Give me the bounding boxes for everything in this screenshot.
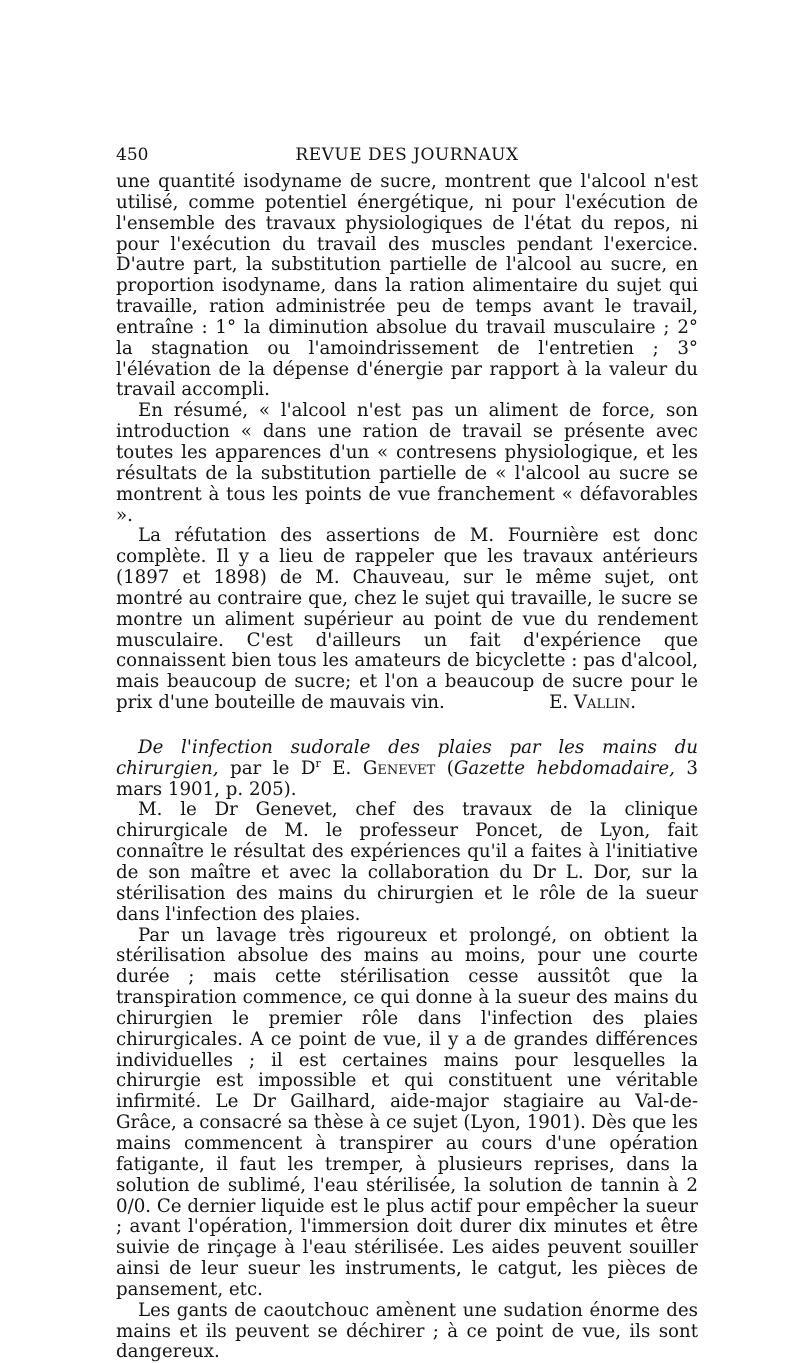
- paragraph-sterilisation: Par un lavage très rigoureux et prolongé, on obtient la stérilisation absolue des mains au moins, pour une courte durée ; mais cette stérilisation cesse aussitôt que la transpiration commence, ce qui donne à la sueur des mains du chirurgien le premier rôle dans l'infection des plaies chirurgicales. A ce point de vue, il y a de grandes différences individuelles ; il est certaines mains pour lesquelles la chirurgie est impossible et qui constituent une véritable infirmité. Le Dr Gailhard, aide-major stagiaire au Val-de-Grâce, a consacré sa thèse à ce sujet (Lyon, 1901). Dès que les mains commencent à transpirer au cours d'une opération fatigante, il faut les tremper, à plusieurs reprises, dans la solution de sublimé, l'eau stérilisée, la solution de tannin à 2 0/0. Ce dernier liquide est le plus actif pour empêcher la sueur ; avant l'opération, l'immersion doit durer dix minutes et être suivie de rinçage à l'eau stérilisée. Les aides peuvent souiller ainsi de leur sueur les instruments, le catgut, les pièces de pansement, etc.: [116, 924, 698, 1300]
- article-source-open: (: [435, 757, 454, 779]
- article-author: E. Genevet: [320, 757, 436, 779]
- signature-name: E. Vallin.: [549, 692, 636, 714]
- article-source-details: 3 mars 1901, p. 205).: [116, 757, 698, 800]
- article-title-sup: r: [315, 756, 321, 770]
- paragraph-summary: En résumé, « l'alcool n'est pas un aliment de force, son introduction « dans une ration de travail se présente avec toutes les apparences d'un « contresens physiologique, et les résultats de la substitution partielle de « l'alcool au sucre se montrent à tous les points de vue franchement « défavorables ».: [116, 400, 698, 526]
- page-body: [116, 172, 698, 1363]
- page-header: [116, 145, 698, 171]
- paragraph-intro: M. le Dr Genevet, chef des travaux de la clinique chirurgicale de M. le professeur Poncet, de Lyon, fait connaître le résultat des expériences qu'il a faites à l'initiative de son maître et avec la collaboration du Dr L. Dor, sur la stérilisation des mains du chirurgien et le rôle de la sueur dans l'infection des plaies.: [116, 799, 698, 925]
- paragraph-continuation: une quantité isodyname de sucre, montrent que l'alcool n'est utilisé, comme potentiel énergétique, ni pour l'exécution de l'ensemble des travaux physiologiques de l'état du repos, ni pour l'exécution du travail des muscles pendant l'exercice. D'autre part, la substitution partielle de l'alcool au sucre, en proportion isodyname, dans la ration alimentaire du sujet qui travaille, ration administrée peu de temps avant le travail, entraîne : 1° la diminution absolue du travail musculaire ; 2° la stagnation ou l'amoindrissement de l'entretien ; 3° l'élévation de la dépense d'énergie par rapport à la valeur du travail accompli.: [116, 171, 698, 401]
- article-title: [116, 738, 698, 801]
- article-source-journal: Gazette hebdomadaire,: [453, 757, 675, 779]
- running-head: REVUE DES JOURNAUX: [295, 145, 519, 165]
- paragraph-gloves: Les gants de caoutchouc amènent une sudation énorme des mains et ils peuvent se déchirer ; à ce point de vue, ils sont dangereux.: [116, 1299, 698, 1363]
- article-title-italic: De l'infection sudorale des plaies par les mains du chirurgien,: [116, 736, 698, 779]
- paragraph-refutation: La réfutation des assertions de M. Fournière est donc complète. Il y a lieu de rappeler que les travaux antérieurs (1897 et 1898) de M. Chauveau, sur le même sujet, ont montré au contraire que, chez le sujet qui travaille, le sucre se montre un aliment supérieur au point de vue du rendement musculaire. C'est d'ailleurs un fait d'expérience que connaissent bien tous les amateurs de bicyclette : pas d'alcool, mais beaucoup de sucre; et l'on a beaucoup de sucre pour le prix d'une bouteille de mauvais vin.: [116, 525, 698, 714]
- page-number: 450: [116, 145, 149, 165]
- article-title-by: par le D: [218, 757, 316, 779]
